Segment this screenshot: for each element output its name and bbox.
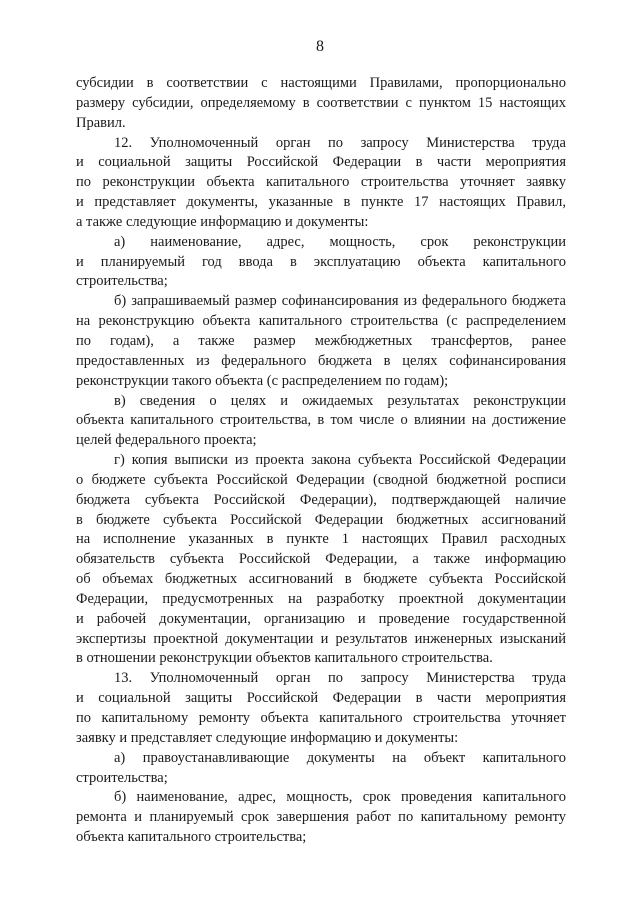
text-line: объекта капитального строительства, в том числе о влиянии на достижение xyxy=(76,412,566,429)
text-line: в) сведения о целях и ожидаемых результатах реконструкции xyxy=(114,392,566,409)
text-line: экспертизы проектной документации и результатов инженерных изысканий xyxy=(76,630,566,647)
text-line: на исполнение указанных в пункте 1 настоящих Правил расходных xyxy=(76,531,566,548)
text-line: 12. Уполномоченный орган по запросу Министерства труда xyxy=(114,134,566,151)
text-line: а) наименование, адрес, мощность, срок реконструкции xyxy=(114,233,566,250)
text-line: по капитальному ремонту объекта капитального строительства уточняет xyxy=(76,710,566,726)
text-line: в бюджете субъекта Российской Федерации бюджетных ассигнований xyxy=(76,511,566,528)
text-line: и представляет документы, указанные в пункте 17 настоящих Правил, xyxy=(76,194,566,211)
text-line: о бюджете субъекта Российской Федерации (сводной бюджетной росписи xyxy=(76,471,566,488)
text-line: строительства; xyxy=(76,273,168,290)
text-line: объекта капитального строительства; xyxy=(76,829,307,846)
text-line: и рабочей документации, организацию и проведение государственной xyxy=(76,610,566,627)
text-line: а также следующие информацию и документы: xyxy=(76,213,369,230)
text-line: Федерации, предусмотренных на разработку проектной документации xyxy=(76,590,566,607)
text-line: б) запрашиваемый размер софинансирования из федерального бюджета xyxy=(114,293,566,310)
text-line: целей федерального проекта; xyxy=(76,432,257,449)
text-line: по годам), а также размер межбюджетных трансфертов, ранее xyxy=(76,332,566,349)
document-body xyxy=(76,74,566,848)
text-line: размеру субсидии, определяемому в соответствии с пунктом 15 настоящих xyxy=(76,94,566,111)
text-line: реконструкции такого объекта (с распределением по годам); xyxy=(76,372,449,389)
text-line: по реконструкции объекта капитального строительства уточняет заявку xyxy=(76,174,566,191)
text-line: и социальной защиты Российской Федерации в части мероприятия xyxy=(76,154,566,171)
text-line: и планируемый год ввода в эксплуатацию объекта капитального xyxy=(76,253,566,270)
page-number: 8 xyxy=(316,38,324,55)
text-line: об объемах бюджетных ассигнований в бюджете субъекта Российской xyxy=(76,571,566,588)
text-line: строительства; xyxy=(76,769,168,786)
text-line: заявку и представляет следующие информацию и документы: xyxy=(76,729,459,746)
text-line: на реконструкцию объекта капитального строительства (с распределением xyxy=(76,313,566,330)
text-line: г) копия выписки из проекта закона субъекта Российской Федерации xyxy=(114,452,566,469)
text-line: 13. Уполномоченный орган по запросу Министерства труда xyxy=(114,670,566,687)
text-line: а) правоустанавливающие документы на объект капитального xyxy=(114,749,566,766)
text-line: Правил. xyxy=(76,114,126,131)
text-line: бюджета субъекта Российской Федерации), подтверждающей наличие xyxy=(76,491,566,508)
text-line: б) наименование, адрес, мощность, срок проведения капитального xyxy=(114,789,566,806)
text-line: субсидии в соответствии с настоящими Правилами, пропорционально xyxy=(76,75,566,91)
text-line: ремонта и планируемый срок завершения работ по капитальному ремонту xyxy=(76,809,566,826)
text-line: в отношении реконструкции объектов капитального строительства. xyxy=(76,650,493,667)
text-line: и социальной защиты Российской Федерации в части мероприятия xyxy=(76,690,566,707)
text-line: обязательств субъекта Российской Федерации, а также информацию xyxy=(76,551,566,568)
text-line: предоставленных из федерального бюджета в целях софинансирования xyxy=(76,352,566,369)
